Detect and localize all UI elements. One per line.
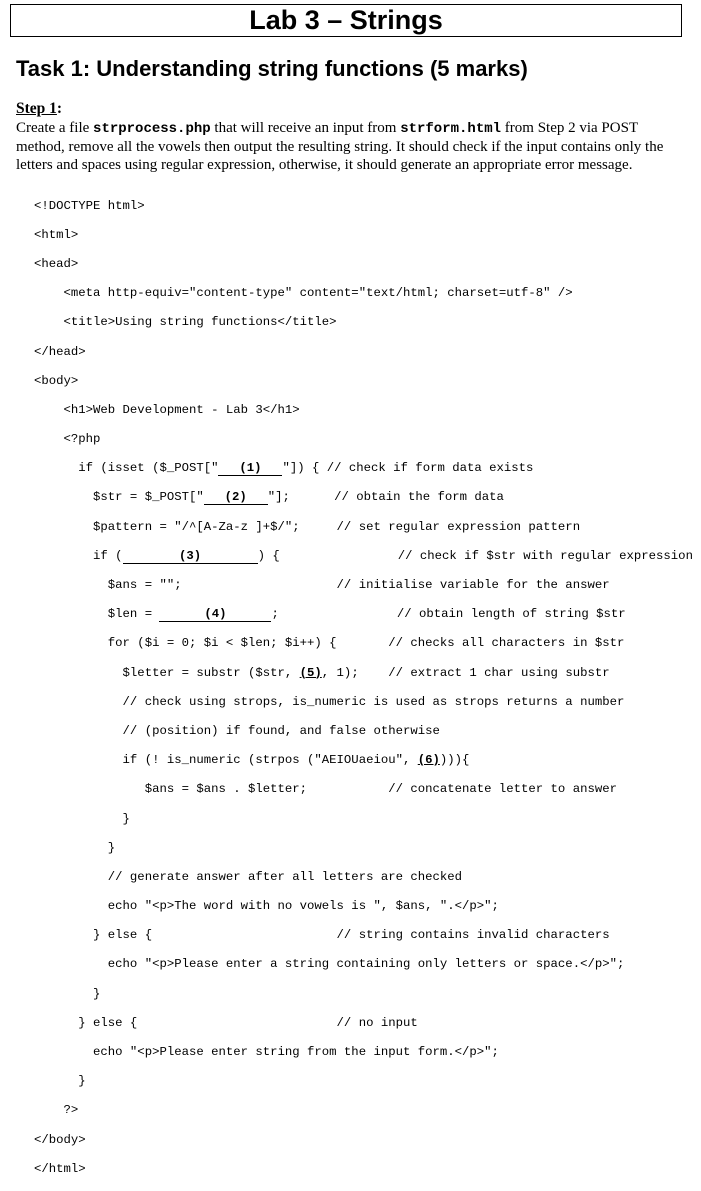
code-line: } [34,840,116,855]
fill-in-blank-6: (6) [417,753,440,768]
fill-in-blank-1: (1) [218,462,282,476]
code-text: $str = $_POST[" [34,490,204,505]
step-label [16,100,62,118]
code-line: <head> [34,256,79,271]
code-line: </head> [34,344,86,359]
code-text: $len = [34,607,160,622]
page-title: Lab 3 – Strings [10,4,682,37]
filename-strform: strform.html [400,121,502,137]
code-line: } [34,1074,86,1089]
code-line: $ans = $ans . $letter; // concatenate letter to answer [34,782,617,797]
code-line [34,490,693,505]
code-line: for ($i = 0; $i < $len; $i++) { // checks all characters in $str [34,636,625,651]
code-line: // check using strops, is_numeric is used as strops returns a number [34,694,625,709]
code-text: "]) { // check if form data exists [282,461,534,476]
code-text: ) { // check if $str with regular expression [257,548,693,563]
step-text-part-1: Create a file [16,120,94,136]
code-text: if (isset ($_POST[" [34,461,219,476]
fill-in-blank-4: (4) [159,608,271,622]
fill-in-blank-2: (2) [204,491,268,505]
code-text: , 1); // extract 1 char using substr [321,665,610,680]
code-line: </html> [34,1161,86,1176]
code-line: echo "<p>Please enter string from the input form.</p>"; [34,1045,499,1060]
filename-strprocess: strprocess.php [93,121,211,137]
code-line: } else { // no input [34,1015,418,1030]
code-line: <!DOCTYPE html> [34,198,145,213]
fill-in-blank-5: (5) [299,665,322,680]
code-text: ; // obtain length of string $str [271,607,626,622]
code-line: <meta http-equiv="content-type" content="text/html; charset=utf-8" /> [34,286,573,301]
code-text: $letter = substr ($str, [34,665,300,680]
step-text-part-2: that will receive an input from [210,120,401,136]
code-line: $pattern = "/^[A-Za-z ]+$/"; // set regular expression pattern [34,519,581,534]
code-line: <html> [34,227,79,242]
code-line: <title>Using string functions</title> [34,315,337,330]
step-label-text: Step 1 [16,100,57,117]
code-line [34,753,693,768]
code-line: $ans = ""; // initialise variable for the answer [34,578,610,593]
step-description [16,119,686,175]
code-line [34,666,693,681]
code-line: <h1>Web Development - Lab 3</h1> [34,402,300,417]
code-line: <body> [34,373,79,388]
code-line [34,607,693,622]
code-listing [34,184,693,1191]
code-text: ))){ [439,753,470,768]
code-line [34,549,693,564]
code-line: </body> [34,1132,86,1147]
code-line: } [34,811,130,826]
code-line [34,461,693,476]
code-line: echo "<p>Please enter a string containing only letters or space.</p>"; [34,957,625,972]
code-line: // (position) if found, and false otherwise [34,723,440,738]
code-line: } [34,986,101,1001]
code-text: if (! is_numeric (strpos ("AEIOUaeiou", [34,753,418,768]
task-heading: Task 1: Understanding string functions (5 marks) [16,56,528,81]
code-text: "]; // obtain the form data [267,490,504,505]
code-line: // generate answer after all letters are checked [34,869,463,884]
fill-in-blank-3: (3) [123,550,258,564]
code-text: if ( [34,548,123,563]
code-line: echo "<p>The word with no vowels is ", $ans, ".</p>"; [34,899,499,914]
code-line: <?php [34,432,101,447]
code-line: ?> [34,1103,79,1118]
code-line: } else { // string contains invalid characters [34,928,610,943]
step-text-part-3: from Step 2 via POST method, remove all the vowels then output the resulting string. It should check if the input contains only the letters and spaces using regular expression, otherwise, it should generate an appropriate error message. [16,120,664,174]
step-label-colon: : [56,100,63,117]
